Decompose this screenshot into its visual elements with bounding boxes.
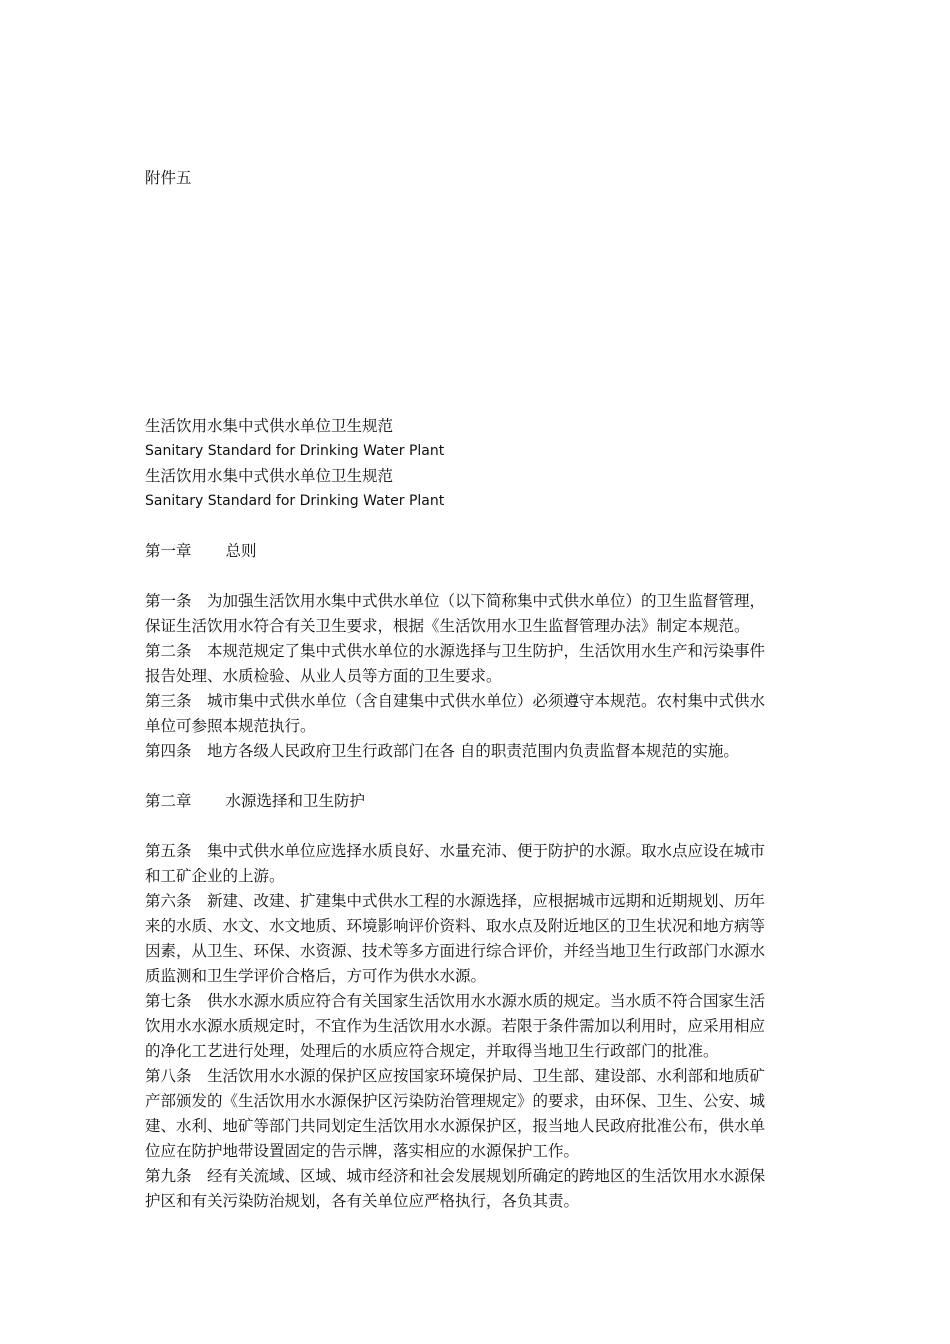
article-3-line-2: 单位可参照本规范执行。: [145, 717, 316, 735]
article-7-line-3: 的净化工艺进行处理，处理后的水质应符合规定，并取得当地卫生行政部门的批准。: [145, 1042, 719, 1060]
article-6-line-4: 质监测和卫生学评价合格后，方可作为供水水源。: [145, 967, 487, 985]
article-8-line-4: 位应在防护地带设置固定的告示牌，落实相应的水源保护工作。: [145, 1142, 580, 1160]
article-8-line-2: 产部颁发的《生活饮用水水源保护区污染防治管理规定》的要求，由环保、卫生、公安、城: [145, 1092, 766, 1110]
article-8-line-3: 建、水利、地矿等部门共同划定生活饮用水水源保护区，报当地人民政府批准公布，供水单: [145, 1117, 766, 1135]
article-5-line-2: 和工矿企业的上游。: [145, 867, 285, 885]
article-2-line-1: 第二条 本规范规定了集中式供水单位的水源选择与卫生防护，生活饮用水生产和污染事件: [145, 642, 766, 660]
chinese-title-repeat: 生活饮用水集中式供水单位卫生规范: [145, 467, 394, 485]
article-2-line-2: 报告处理、水质检验、从业人员等方面的卫生要求。: [145, 667, 502, 685]
english-title: Sanitary Standard for Drinking Water Plant: [145, 443, 445, 459]
article-7-line-1: 第七条 供水水源水质应符合有关国家生活饮用水水源水质的规定。当水质不符合国家生活: [145, 992, 766, 1010]
chapter-title: 水源选择和卫生防护: [225, 792, 366, 810]
article-8-line-1: 第八条 生活饮用水水源的保护区应按国家环境保护局、卫生部、建设部、水利部和地质矿: [145, 1067, 766, 1085]
article-1-line-2: 保证生活饮用水符合有关卫生要求，根据《生活饮用水卫生监督管理办法》制定本规范。: [145, 617, 750, 635]
chapter-number: 第二章: [145, 792, 192, 810]
chapter-title: 总则: [225, 542, 257, 560]
english-title-repeat: Sanitary Standard for Drinking Water Plant: [145, 493, 445, 509]
article-6-line-1: 第六条 新建、改建、扩建集中式供水工程的水源选择，应根据城市远期和近期规划、历年: [145, 892, 766, 910]
attachment-label: 附件五: [145, 169, 192, 187]
article-9-line-1: 第九条 经有关流域、区域、城市经济和社会发展规划所确定的跨地区的生活饮用水水源保: [145, 1167, 766, 1185]
chapter-heading-1: [145, 539, 815, 564]
chapter-heading-2: [145, 789, 815, 814]
article-9-line-2: 护区和有关污染防治规划，各有关单位应严格执行，各负其责。: [145, 1192, 580, 1210]
article-5-line-1: 第五条 集中式供水单位应选择水质良好、水量充沛、便于防护的水源。取水点应设在城市: [145, 842, 766, 860]
chinese-title: 生活饮用水集中式供水单位卫生规范: [145, 417, 394, 435]
article-6-line-2: 来的水质、水文、水文地质、环境影响评价资料、取水点及附近地区的卫生状况和地方病等: [145, 917, 766, 935]
article-1-line-1: 第一条 为加强生活饮用水集中式供水单位（以下简称集中式供水单位）的卫生监督管理，: [145, 592, 766, 610]
chapter-number: 第一章: [145, 542, 192, 560]
article-6-line-3: 因素，从卫生、环保、水资源、技术等多方面进行综合评价，并经当地卫生行政部门水源水: [145, 942, 766, 960]
article-7-line-2: 饮用水水源水质规定时，不宜作为生活饮用水水源。若限于条件需加以利用时，应采用相应: [145, 1017, 766, 1035]
article-4-line-1: 第四条 地方各级人民政府卫生行政部门在各 自的职责范围内负责监督本规范的实施。: [145, 742, 739, 760]
article-3-line-1: 第三条 城市集中式供水单位（含自建集中式供水单位）必须遵守本规范。农村集中式供水: [145, 692, 766, 710]
